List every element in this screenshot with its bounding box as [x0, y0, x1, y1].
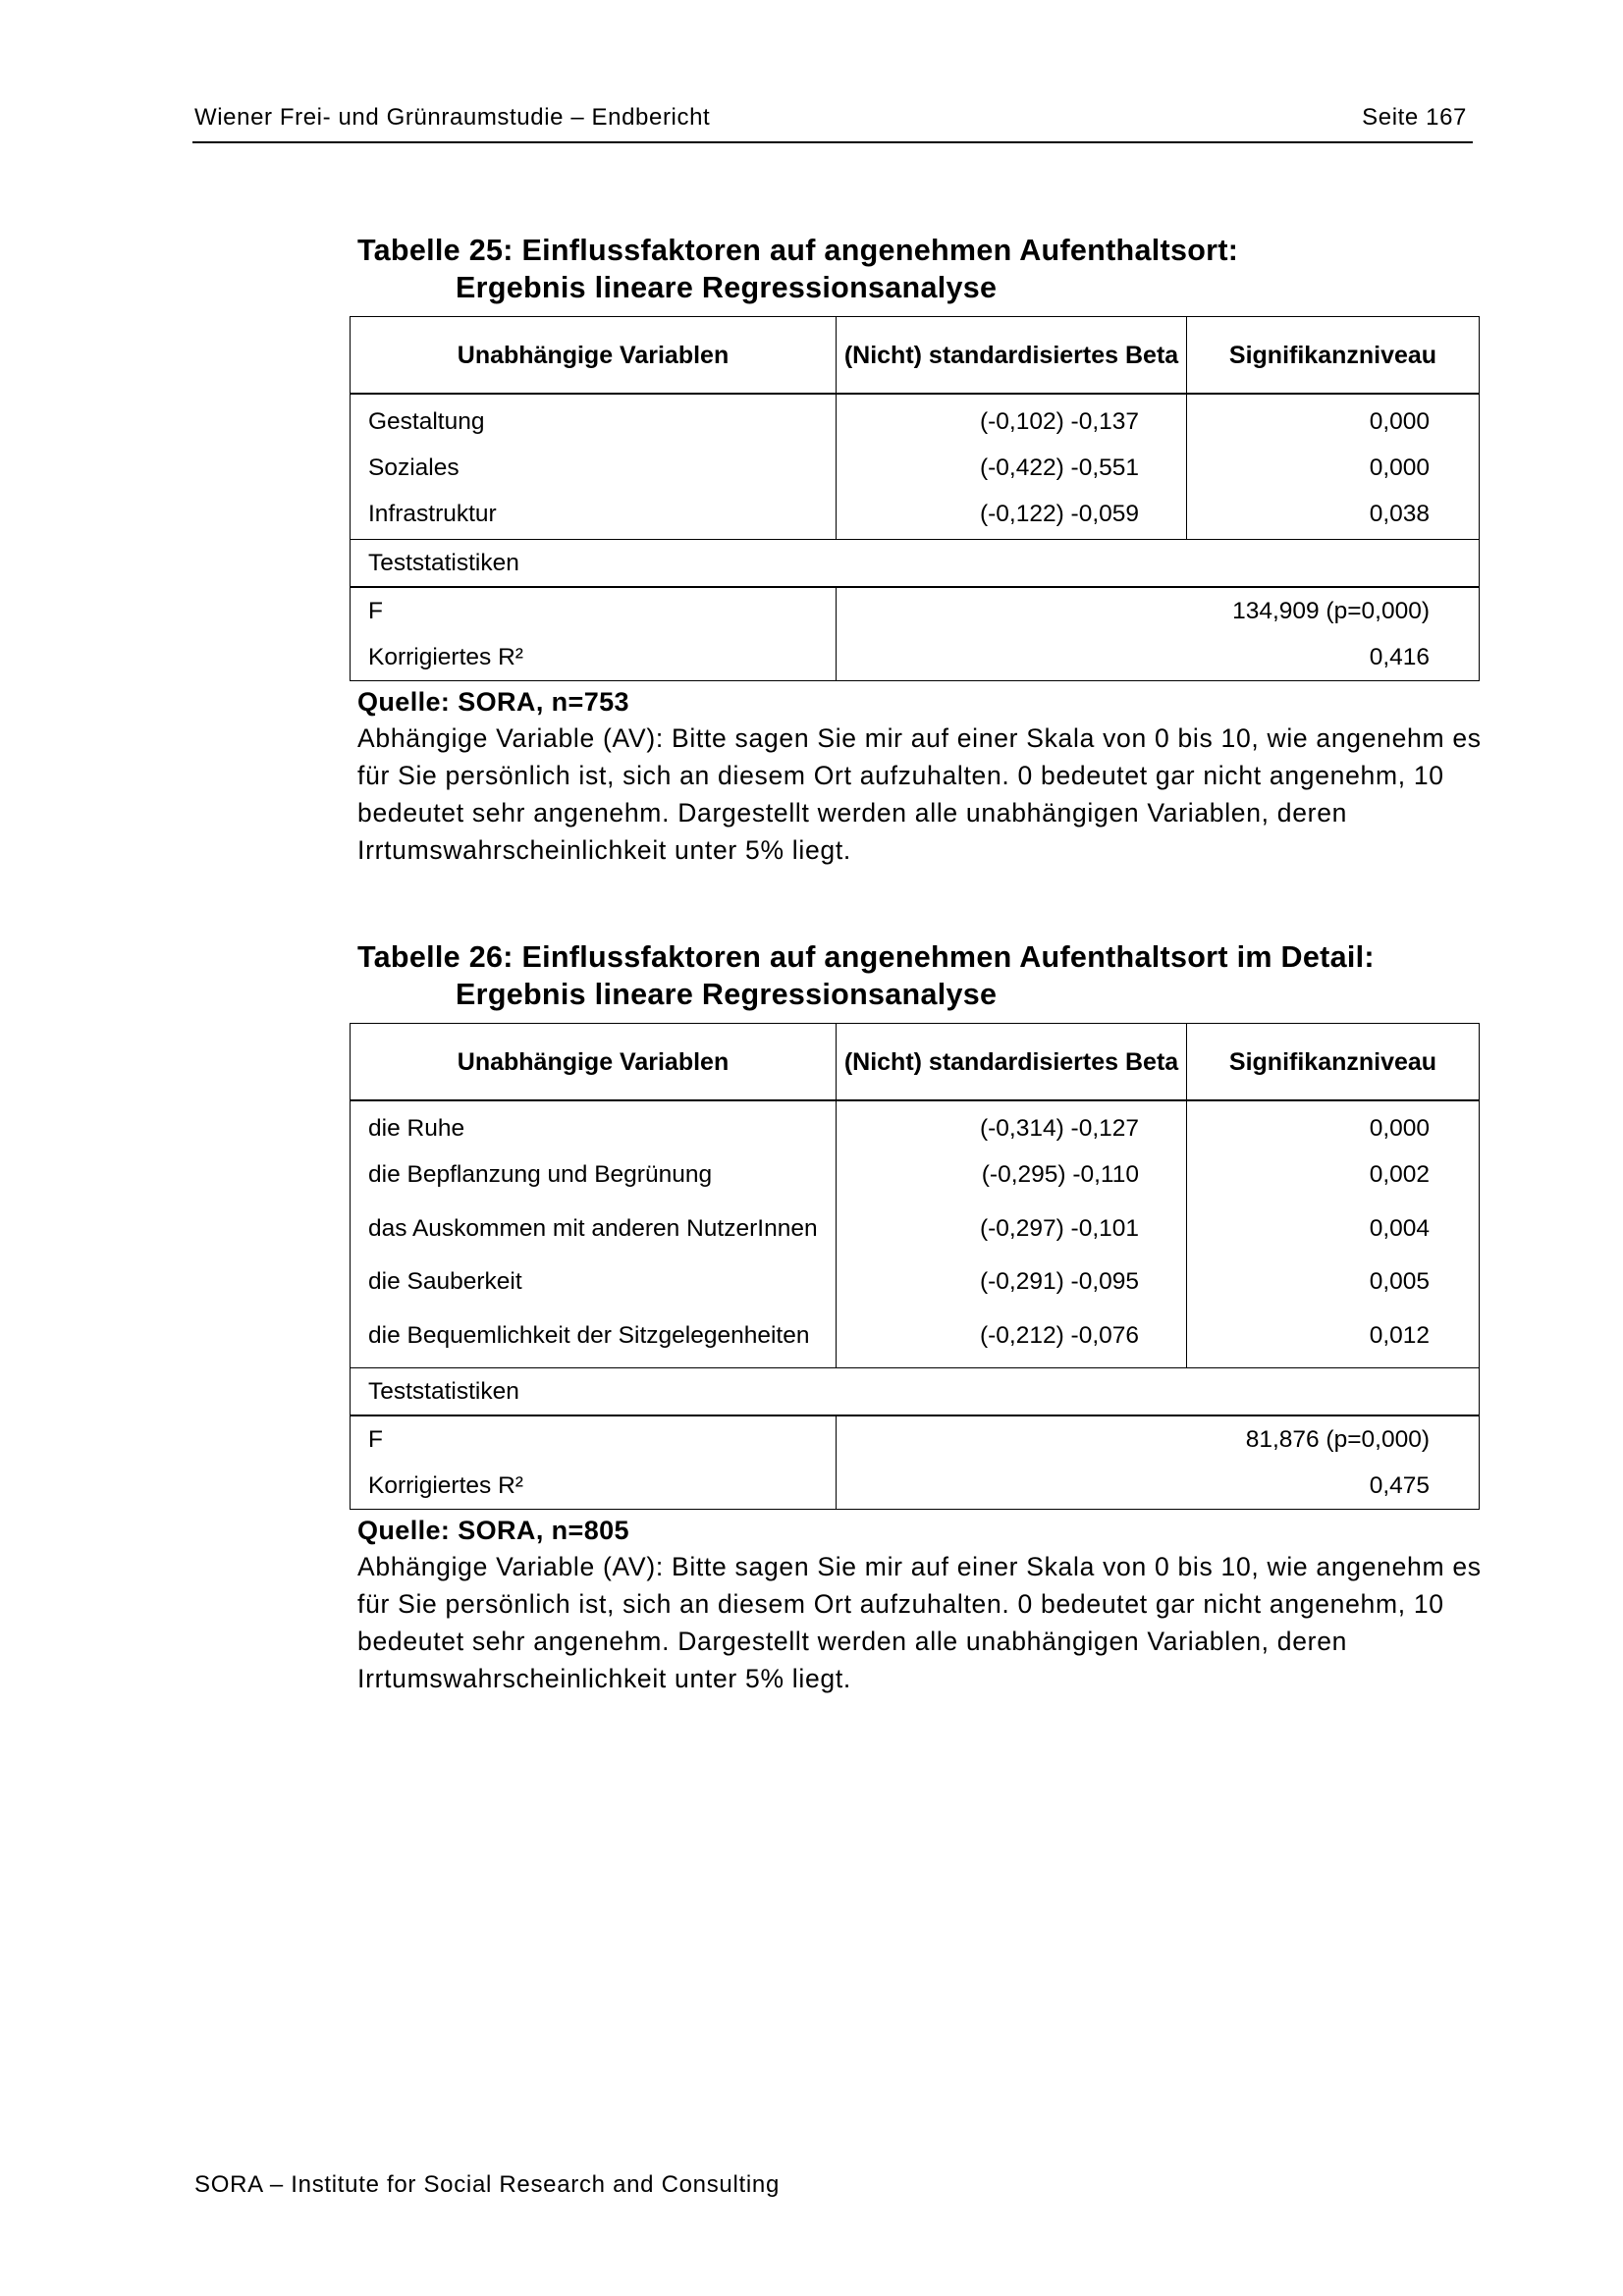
column-header: Unabhängige Variablen [351, 1024, 837, 1101]
statistic-label: F [351, 1415, 837, 1463]
document-title: Wiener Frei- und Grünraumstudie – Endbericht [194, 104, 711, 131]
table-header-row [351, 317, 1480, 395]
significance-cell: 0,005 [1187, 1258, 1480, 1305]
significance-cell: 0,000 [1187, 1100, 1480, 1151]
table-row [351, 1258, 1480, 1305]
significance-cell: 0,004 [1187, 1198, 1480, 1258]
beta-cell: (-0,314) -0,127 [837, 1100, 1187, 1151]
variable-cell: die Sauberkeit [351, 1258, 837, 1305]
variable-cell: die Bequemlichkeit der Sitzgelegenheiten [351, 1305, 837, 1368]
statistic-value: 0,416 [837, 634, 1480, 681]
statistic-row [351, 587, 1480, 634]
beta-cell: (-0,212) -0,076 [837, 1305, 1187, 1368]
test-statistics-label: Teststatistiken [351, 540, 1480, 588]
table-source: Quelle: SORA, n=753 [357, 687, 629, 717]
statistic-label: Korrigiertes R² [351, 634, 837, 681]
variable-cell: Soziales [351, 445, 837, 491]
statistic-value: 134,909 (p=0,000) [837, 587, 1480, 634]
beta-cell: (-0,102) -0,137 [837, 394, 1187, 445]
table-row [351, 1198, 1480, 1258]
table-note: Abhängige Variable (AV): Bitte sagen Sie mir auf einer Skala von 0 bis 10, wie angenehm es für Sie persönlich ist, sich an diesem Ort aufzuhalten. 0 bedeutet gar nicht angenehm, 10 bedeutet sehr angenehm. Dargestellt werden alle unabhängigen Variablen, deren Irrtumswahrscheinlichkeit unter 5% liegt. [357, 723, 1482, 865]
table-caption [357, 232, 1479, 306]
variable-cell: die Bepflanzung und Begrünung [351, 1151, 837, 1198]
table-row [351, 1100, 1480, 1151]
column-header: (Nicht) standardisiertes Beta [837, 1024, 1187, 1101]
statistic-value: 81,876 (p=0,000) [837, 1415, 1480, 1463]
column-header: (Nicht) standardisiertes Beta [837, 317, 1187, 395]
significance-cell: 0,002 [1187, 1151, 1480, 1198]
column-header: Signifikanzniveau [1187, 1024, 1480, 1101]
significance-cell: 0,000 [1187, 445, 1480, 491]
test-statistics-header-row [351, 1368, 1480, 1416]
beta-cell: (-0,295) -0,110 [837, 1151, 1187, 1198]
significance-cell: 0,012 [1187, 1305, 1480, 1368]
significance-cell: 0,000 [1187, 394, 1480, 445]
table-caption-line1: Tabelle 26: Einflussfaktoren auf angenehmen Aufenthaltsort im Detail: [357, 940, 1375, 974]
table-row [351, 445, 1480, 491]
statistic-label: F [351, 587, 837, 634]
page-header [192, 104, 1473, 143]
beta-cell: (-0,297) -0,101 [837, 1198, 1187, 1258]
table-source: Quelle: SORA, n=805 [357, 1516, 629, 1545]
statistic-row [351, 1463, 1480, 1510]
beta-cell: (-0,122) -0,059 [837, 491, 1187, 540]
regression-table [350, 316, 1480, 681]
table-row [351, 394, 1480, 445]
beta-cell: (-0,422) -0,551 [837, 445, 1187, 491]
beta-cell: (-0,291) -0,095 [837, 1258, 1187, 1305]
table-caption-line1: Tabelle 25: Einflussfaktoren auf angenehmen Aufenthaltsort: [357, 234, 1239, 267]
variable-cell: das Auskommen mit anderen NutzerInnen [351, 1198, 837, 1258]
test-statistics-label: Teststatistiken [351, 1368, 1480, 1416]
variable-cell: Infrastruktur [351, 491, 837, 540]
table-row [351, 1151, 1480, 1198]
table-header-row [351, 1024, 1480, 1101]
statistic-value: 0,475 [837, 1463, 1480, 1510]
table-note: Abhängige Variable (AV): Bitte sagen Sie mir auf einer Skala von 0 bis 10, wie angenehm es für Sie persönlich ist, sich an diesem Ort aufzuhalten. 0 bedeutet gar nicht angenehm, 10 bedeutet sehr angenehm. Dargestellt werden alle unabhängigen Variablen, deren Irrtumswahrscheinlichkeit unter 5% liegt. [357, 1552, 1482, 1693]
statistic-label: Korrigiertes R² [351, 1463, 837, 1510]
column-header: Unabhängige Variablen [351, 317, 837, 395]
column-header: Signifikanzniveau [1187, 317, 1480, 395]
significance-cell: 0,038 [1187, 491, 1480, 540]
variable-cell: Gestaltung [351, 394, 837, 445]
table-26-section [350, 938, 1482, 1697]
variable-cell: die Ruhe [351, 1100, 837, 1151]
page-number: Seite 167 [1362, 104, 1467, 131]
statistic-row [351, 634, 1480, 681]
table-caption-line2: Ergebnis lineare Regressionsanalyse [456, 978, 998, 1011]
test-statistics-header-row [351, 540, 1480, 588]
page-footer: SORA – Institute for Social Research and Consulting [194, 2171, 780, 2198]
table-caption-line2: Ergebnis lineare Regressionsanalyse [456, 271, 998, 304]
table-row [351, 491, 1480, 540]
table-caption [357, 938, 1479, 1013]
statistic-row [351, 1415, 1480, 1463]
regression-table [350, 1023, 1480, 1510]
table-row [351, 1305, 1480, 1368]
table-25-section [350, 232, 1482, 869]
